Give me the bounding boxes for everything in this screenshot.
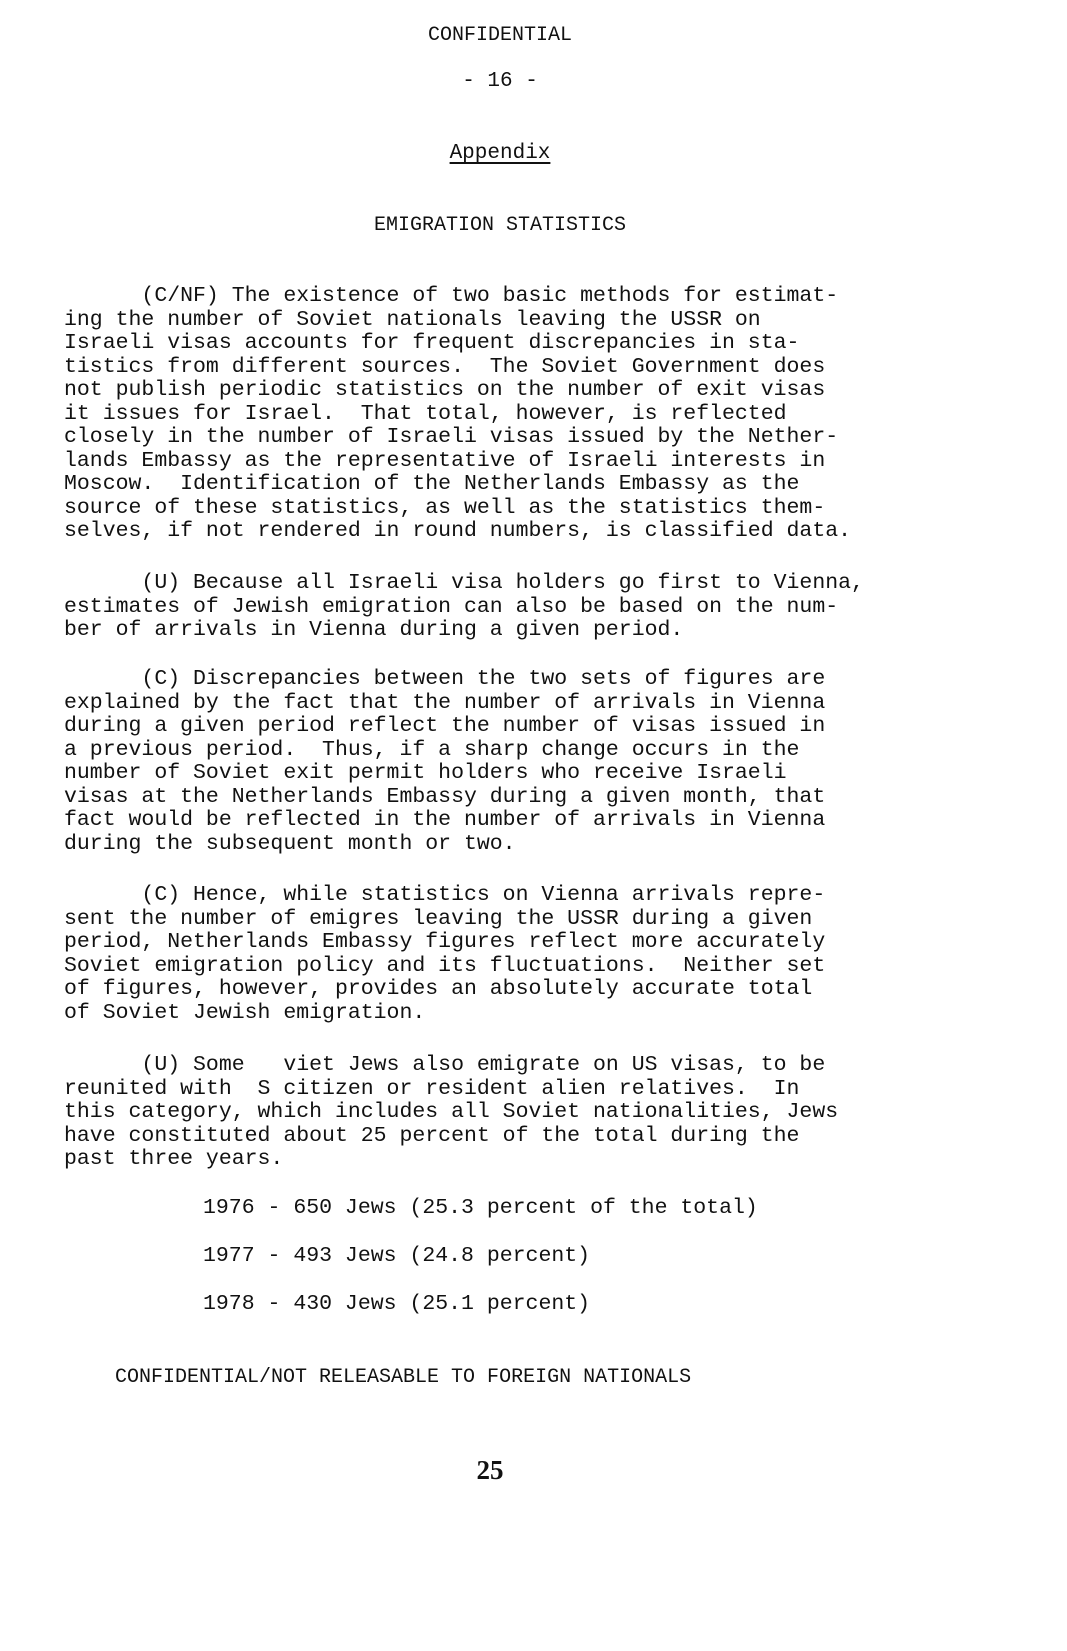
stat-line-1977: 1977 - 493 Jews (24.8 percent) — [203, 1244, 591, 1268]
footer-classification: CONFIDENTIAL/NOT RELEASABLE TO FOREIGN NATIONALS — [115, 1366, 692, 1389]
header-classification: CONFIDENTIAL — [427, 24, 573, 47]
paragraph-us-visas: (U) Some viet Jews also emigrate on US visas, to be reunited with S citizen or resident alien relatives. In this category, which includes all Soviet nationalities, Jews have constituted about 25 percent of the total during the past three years. — [64, 1053, 839, 1171]
section-label — [0, 142, 1000, 166]
paragraph-methods: (C/NF) The existence of two basic methods for estimat- ing the number of Soviet nationals leaving the USSR on Israeli visas accounts for frequent discrepancies in sta- tistics from different sources. The Soviet Government does not publish periodic statistics on the number of exit visas it issues for Israel. That total, however, is reflected closely in the number of Israeli visas issued by the Nether- lands Embassy as the representative of Israeli interests in Moscow. Identification of the Netherlands Embassy as the source of these statistics, as well as the statistics them- selves, if not rendered in round numbers, is classified data. — [64, 284, 852, 543]
appendix-heading: Appendix — [449, 142, 551, 165]
stat-line-1978: 1978 - 430 Jews (25.1 percent) — [203, 1292, 591, 1316]
page-marker: - 16 - — [462, 70, 538, 93]
paragraph-discrepancies: (C) Discrepancies between the two sets of figures are explained by the fact that the number of arrivals in Vienna during a given period reflect the number of visas issued in a previous period. Thus, if a sharp change occurs in the number of Soviet exit permit holders who receive Israeli visas at the Netherlands Embassy during a given month, that fact would be reflected in the number of arrivals in Vienna during the subsequent month or two. — [64, 667, 826, 856]
paragraph-hence: (C) Hence, while statistics on Vienna arrivals repre- sent the number of emigres leaving the USSR during a given period, Netherlands Embassy figures reflect more accurately Soviet emigration policy and its fluctuations. Neither set of figures, however, provides an absolutely accurate total of Soviet Jewish emigration. — [64, 883, 826, 1025]
page-number: 25 — [476, 1455, 504, 1485]
stat-line-1976: 1976 - 650 Jews (25.3 percent of the total) — [203, 1196, 758, 1220]
document-title: EMIGRATION STATISTICS — [373, 214, 627, 237]
paragraph-vienna: (U) Because all Israeli visa holders go first to Vienna, estimates of Jewish emigration can also be based on the num- ber of arrivals in Vienna during a given period. — [64, 571, 864, 642]
